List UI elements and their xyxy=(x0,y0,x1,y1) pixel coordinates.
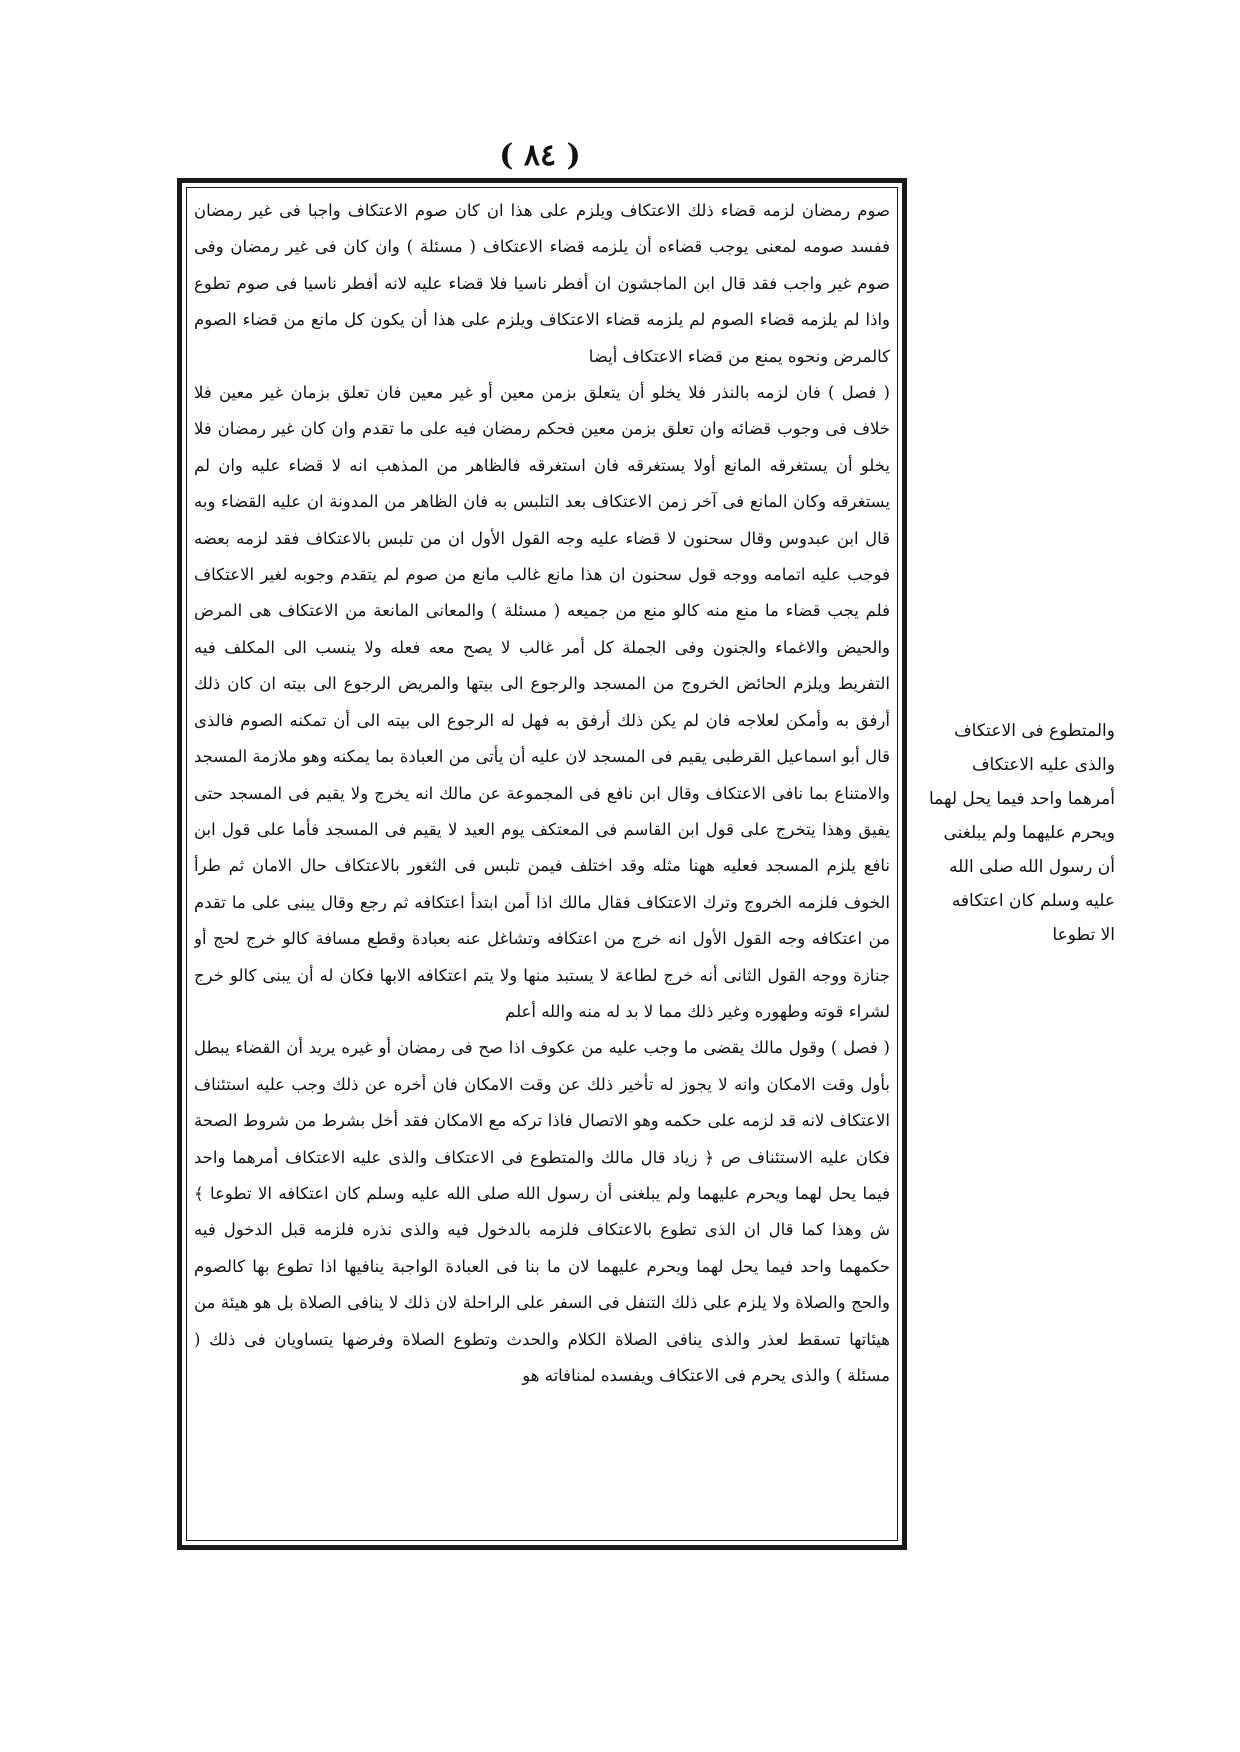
page-number: ( ٨٤ ) xyxy=(499,138,581,173)
margin-note: والمتطوع فى الاعتكاف والذى عليه الاعتكاف أمرهما واحد فيما يحل لهما ويحرم عليهما ولم يبلغنى أن رسول الله صلى الله عليه وسلم كان اعتكافه الا تطوعا xyxy=(928,721,1115,945)
main-text-body xyxy=(194,193,890,1537)
paragraph-1: صوم رمضان لزمه قضاء ذلك الاعتكاف ويلزم على هذا ان كان صوم الاعتكاف واجبا فى غير رمضان ففسد صومه لمعنى يوجب قضاءه أن يلزمه قضاء الاعتكاف ( مسئلة ) وان كان فى غير رمضان وفى صوم غير واجب فقد قال ابن الماجشون ان أفطر ناسيا فلا قضاء عليه لانه أفطر ناسيا فى صوم تطوع واذا لم يلزمه قضاء الصوم لم يلزمه قضاء الاعتكاف ويلزم على هذا أن يكون كل مانع من قضاء الصوم كالمرض ونحوه يمنع من قضاء الاعتكاف أيضا xyxy=(194,201,890,366)
main-text-frame xyxy=(177,178,907,1550)
paragraph-3: ( فصل ) وقول مالك يقضى ما وجب عليه من عكوف اذا صح فى رمضان أو غيره يريد أن القضاء يبطل بأول وقت الامكان وانه لا يجوز له تأخير ذلك عن وقت الامكان فان أخره عن ذلك وجب عليه استئناف الاعتكاف لانه قد لزمه على حكمه وهو الاتصال فاذا تركه مع الامكان فقد أخل بشرط من شروط الصحة فكان عليه الاستئناف ص ﴿ زياد قال مالك والمتطوع فى الاعتكاف والذى عليه الاعتكاف أمرهما واحد فيما يحل لهما ويحرم عليهما ولم يبلغنى أن رسول الله صلى الله عليه وسلم كان اعتكافه الا تطوعا ﴾ ش وهذا كما قال ان الذى تطوع بالاعتكاف فلزمه بالدخول فيه والذى نذره فلزمه قبل الدخول فيه حكمهما واحد فيما يحل لهما ويحرم عليهما لان ما بنا فى العبادة الواجبة ينافيها اذا تطوع بها كالصوم والحج والصلاة ولا يلزم على ذلك التنفل فى السفر على الراحلة لان ذلك لا ينافى الصلاة بل هو هيئة من هيئاتها تسقط لعذر والذى ينافى الصلاة الكلام والحدث وتطوع الصلاة وفرضها يتساويان فى ذلك ( مسئلة ) والذى يحرم فى الاعتكاف ويفسده لمنافاته هو xyxy=(194,1038,890,1385)
paragraph-2: ( فصل ) فان لزمه بالنذر فلا يخلو أن يتعلق بزمن معين أو غير معين فان تعلق بزمان غير معين فلا خلاف فى وجوب قضائه وان تعلق بزمن معين فحكم رمضان فيه على ما تقدم وان كان غير رمضان فلا يخلو أن يستغرقه المانع أولا يستغرقه فان استغرقه فالظاهر من المذهب انه لا قضاء عليه وان لم يستغرقه وكان المانع فى آخر زمن الاعتكاف بعد التلبس به فان الظاهر من المدونة ان عليه القضاء وبه قال ابن عبدوس وقال سحنون لا قضاء عليه وجه القول الأول ان من تلبس بالاعتكاف فقد لزمه بعضه فوجب عليه اتمامه ووجه قول سحنون ان هذا مانع غالب مانع من صوم لم يتقدم وجوبه لغير الاعتكاف فلم يجب قضاء ما منع منه كالو منع من جميعه ( مسئلة ) والمعانى المانعة من الاعتكاف هى المرض والحيض والاغماء والجنون وفى الجملة كل أمر غالب لا يصح معه فعله ولا ينسب الى المكلف فيه التفريط ويلزم الحائض الخروج من المسجد والرجوع الى بيتها والمريض الرجوع الى بيته ان كان ذلك أرفق به وأمكن لعلاجه فان لم يكن ذلك أرفق به فهل له الرجوع الى بيته الى أن تمكنه الصوم فالذى قال أبو اسماعيل القرطبى يقيم فى المسجد لان عليه أن يأتى من العبادة بما يمكنه وهو ملازمة المسجد والامتناع بما نافى الاعتكاف وقال ابن نافع فى المجموعة عن مالك انه يخرج ولا يقيم فى المسجد حتى يفيق وهذا يتخرج على قول ابن القاسم فى المعتكف يوم العيد لا يقيم فى المسجد فأما على قول ابن نافع يلزم المسجد فعليه ههنا مثله وقد اختلف فيمن تلبس فى الثغور بالاعتكاف حال الامان ثم طرأ الخوف فلزمه الخروج وترك الاعتكاف فقال مالك اذا أمن ابتدأ اعتكافه ثم رجع وقال يبنى على ما تقدم من اعتكافه وجه القول الأول انه خرج من اعتكافه وتشاغل عنه بعبادة وقطع مسافة كالو خرج لحج أو جنازة ووجه القول الثانى أنه خرج لطاعة لا يستبد منها ولا يتم اعتكافه الابها فكان له أن يبنى كالو خرج لشراء قوته وطهوره وغير ذلك مما لا بد له منه والله أعلم xyxy=(194,383,890,1021)
